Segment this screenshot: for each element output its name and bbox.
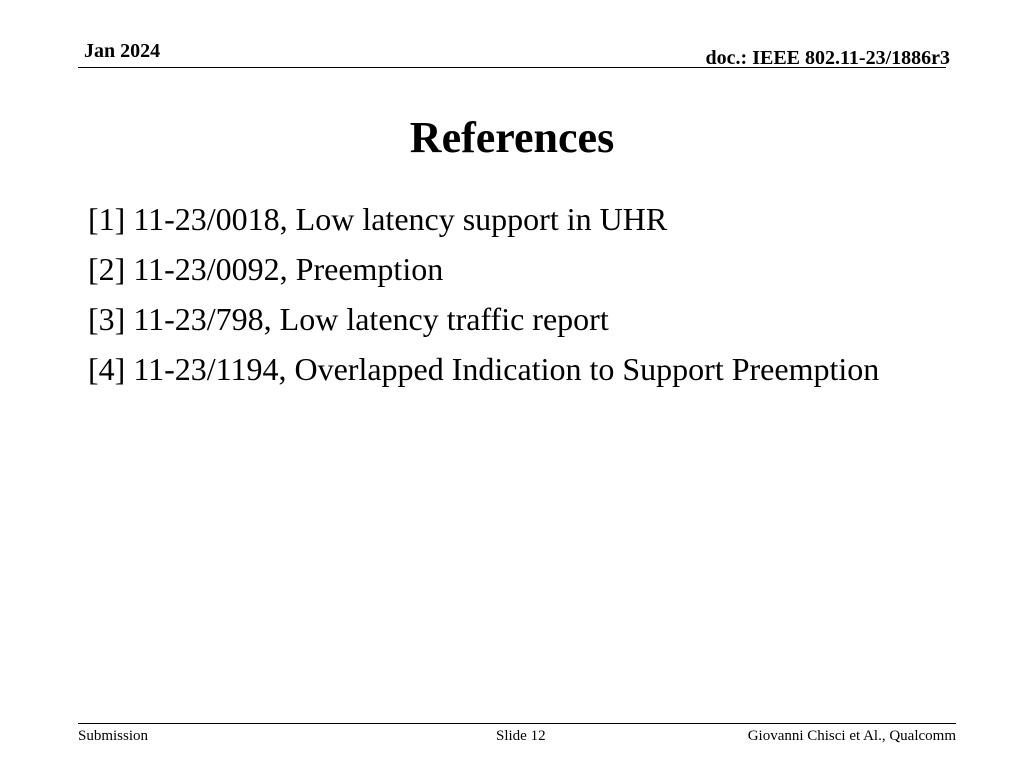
footer-author: Giovanni Chisci et Al., Qualcomm bbox=[747, 728, 956, 744]
reference-item: [3] 11-23/798, Low latency traffic report bbox=[88, 301, 609, 337]
header-doc-id: doc.: IEEE 802.11-23/1886r3 bbox=[705, 47, 950, 69]
footer-submission: Submission bbox=[78, 728, 149, 744]
header-divider bbox=[78, 67, 946, 68]
footer-slide-number: Slide 12 bbox=[496, 728, 546, 744]
reference-item: [1] 11-23/0018, Low latency support in UHR bbox=[88, 201, 668, 237]
slide-title: References bbox=[409, 113, 615, 162]
reference-item: [2] 11-23/0092, Preemption bbox=[88, 251, 444, 287]
footer-divider bbox=[78, 723, 956, 724]
reference-list bbox=[88, 194, 879, 394]
header-date: Jan 2024 bbox=[84, 40, 161, 62]
reference-item: [4] 11-23/1194, Overlapped Indication to Support Preemption bbox=[88, 351, 880, 387]
